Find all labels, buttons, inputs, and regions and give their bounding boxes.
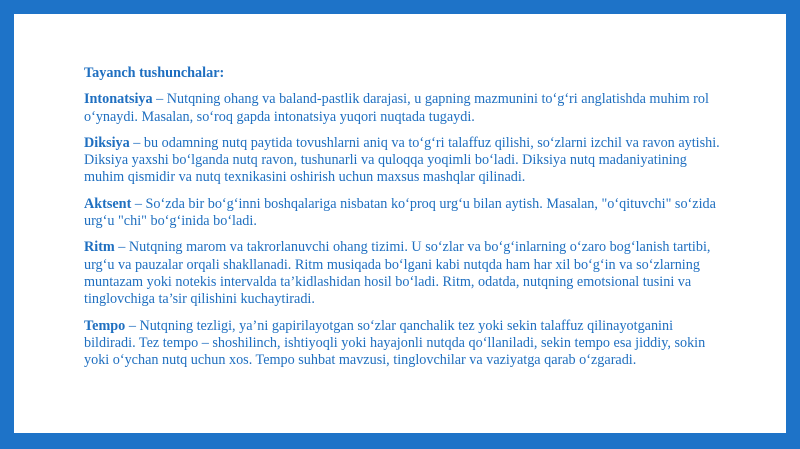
definition-diksiya — [84, 135, 724, 187]
definition-tempo — [84, 318, 724, 370]
term-label: Aktsent — [84, 195, 132, 212]
definition-aktsent — [84, 196, 724, 231]
definition-text: Nutqning ohang va baland-pastlik darajasi, u gapning mazmunini to‘g‘ri anglatishda muhim rol o‘ynaydi. Masalan, so‘roq gapda intonatsiya yuqori nuqtada tugaydi. — [84, 91, 709, 125]
definition-text: Nutqning tezligi, ya’ni gapirilayotgan so‘zlar qanchalik tez yoki sekin talaffuz qilinayotganini bildiradi. Tez tempo – shoshilinch, ishtiyoqli yoki hayajonli nutqda qo‘llaniladi, sekin tempo esa jiddiy, sokin yoki o‘ychan nutq uchun xos. Tempo suhbat mavzusi, tinglovchilar va vaziyatga qarab o‘zgaradi. — [84, 317, 706, 369]
term-separator: – — [129, 134, 144, 151]
term-separator: – — [152, 91, 167, 108]
term-label: Tempo — [84, 317, 126, 334]
term-label: Intonatsiya — [84, 91, 153, 108]
slide-content — [84, 65, 724, 378]
term-separator: – — [114, 239, 129, 256]
term-label: Ritm — [84, 239, 115, 256]
section-heading: Tayanch tushunchalar: — [84, 65, 225, 81]
term-separator: – — [125, 317, 140, 334]
definition-text: bu odamning nutq paytida tovushlarni aniq va to‘g‘ri talaffuz qilishi, so‘zlarni izchil va ravon aytishi. Diksiya yaxshi bo‘lganda nutq ravon, tushunarli va quloqqa yoqimli bo‘ladi. Diksiya nutq madaniyatining muhim qismidir va nutq texnikasini oshirish uchun maxsus mashqlar qilinadi. — [84, 134, 720, 186]
definition-ritm — [84, 239, 724, 308]
definition-text: Nutqning marom va takrorlanuvchi ohang tizimi. U so‘zlar va bo‘g‘inlarning o‘zaro bog‘lanish tartibi, urg‘u va pauzalar orqali shakllanadi. Ritm musiqada bo‘lgani kabi nutqda ham har xil bo‘g‘in va so‘zlarning muntazam yoki notekis intervalda ta’kidlashidan hosil bo‘ladi. Ritm, odatda, nutqning emotsional tusini va tinglovchiga ta’sir qilishini kuchaytiradi. — [84, 239, 711, 308]
term-separator: – — [131, 195, 146, 212]
slide-frame — [14, 14, 786, 433]
definition-intonatsiya — [84, 91, 724, 126]
definition-text: So‘zda bir bo‘g‘inni boshqalariga nisbatan ko‘proq urg‘u bilan aytish. Masalan, "o‘qituvchi" so‘zida urg‘u "chi" bo‘g‘inida bo‘ladi. — [84, 195, 716, 230]
term-label: Diksiya — [84, 134, 130, 151]
